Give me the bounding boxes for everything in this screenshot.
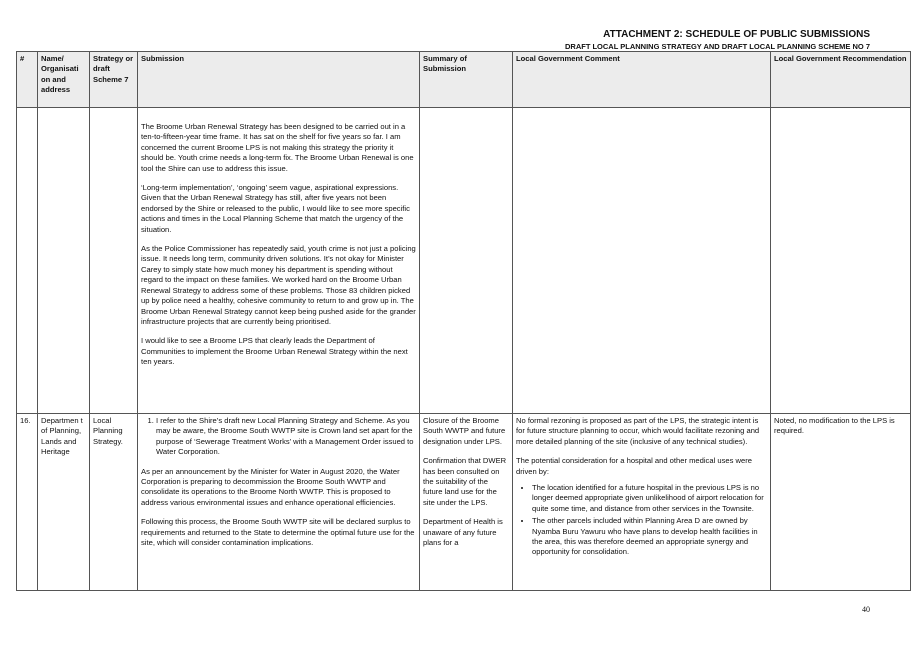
- comment-bullet-item: • The other parcels included within Planning Area D are owned by Nyamba Buru Yawuru who have plans to develop health facilities in the area, this was therefore deemed an appropriate synergy and opportunity for consolidation.: [532, 516, 767, 558]
- col-header-name: Name/ Organisati on and address: [38, 52, 90, 108]
- col-header-num: #: [17, 52, 38, 108]
- summary-paragraph: Closure of the Broome South WWTP and future designation under LPS.: [423, 416, 506, 446]
- comment-bullet-item: • The location identified for a future hospital in the previous LPS is no longer deemed appropriate given unlikelihood of airport relocation for quite some time, and distance from other services in the Townsite.: [532, 483, 767, 514]
- submission-paragraph: As per an announcement by the Minister for Water in August 2020, the Water Corporation is preparing to decommission the Broome South WWTP and consolidate its operations to the Broome North WWTP. This is proposed to address various environmental issues and enhance operational efficiencies.: [141, 466, 400, 507]
- submission-paragraph: Following this process, the Broome South WWTP site will be declared surplus to requirements and returned to the State to determine the optimal future use for the site, which will consider contamination implications.: [141, 517, 415, 548]
- cell-recommendation-empty: [771, 108, 911, 414]
- submission-paragraph: ‘Long-term implementation’, ‘ongoing’ seem vague, aspirational expressions. Given that the Urban Renewal Strategy has still, after five years not been endorsed by the Shire or released to the public, I would like to see more specific actions and times in the Local Planning Scheme that match the urgency of the situation.: [141, 183, 410, 234]
- cell-strategy: Local Planning Strategy.: [90, 414, 138, 591]
- submission-paragraph: I would like to see a Broome LPS that clearly leads the Department of Communities to implement the Broome Urban Renewal Strategy within the next ten years.: [141, 336, 408, 367]
- table-row-continued: [17, 108, 911, 414]
- cell-name-empty: [38, 108, 90, 414]
- document-subtitle: DRAFT LOCAL PLANNING STRATEGY AND DRAFT LOCAL PLANNING SCHEME NO 7: [564, 42, 870, 51]
- cell-recommendation: Noted, no modification to the LPS is required.: [771, 414, 911, 591]
- col-header-strategy: Strategy or draft Scheme 7: [90, 52, 138, 108]
- comment-bullet-list: [516, 483, 767, 558]
- submissions-table: [16, 51, 911, 591]
- col-header-comment: Local Government Comment: [513, 52, 771, 108]
- submission-list: [141, 416, 416, 458]
- document-title: ATTACHMENT 2: SCHEDULE OF PUBLIC SUBMISSIONS: [603, 29, 870, 40]
- summary-paragraph: Confirmation that DWER has been consulted on the suitability of the future land use for the site under the LPS.: [423, 456, 507, 507]
- cell-submission-continued: [138, 108, 420, 414]
- submission-paragraph: As the Police Commissioner has repeatedly said, youth crime is not just a policing issue. It needs long term, community driven solutions. It’s not okay for Minister Carey to simply state how much money his department is spending without regard to the impact on these families. We worked hard on the Broome Urban Renewal Strategy to address some of these problems. Those 83 children picked up by police need a healthy, cohesive community to return to and grow up in. The Broome Urban Renewal Strategy cannot keep being pushed aside for the grander infrastructure projects that are currently being prioritised.: [141, 244, 416, 326]
- cell-summary: [420, 414, 513, 591]
- page-number: 40: [862, 605, 870, 614]
- col-header-recommendation: Local Government Recommendation: [771, 52, 911, 108]
- table-row-16: [17, 414, 911, 591]
- comment-paragraph: The potential consideration for a hospital and other medical uses were driven by:: [516, 456, 752, 476]
- cell-comment-empty: [513, 108, 771, 414]
- cell-comment: [513, 414, 771, 591]
- cell-name: Departmen t of Planning, Lands and Heritage: [38, 414, 90, 591]
- comment-paragraph: No formal rezoning is proposed as part of the LPS, the strategic intent is for future structure planning to occur, which would facilitate rezoning and more detailed planning of the site (inclusive of any technical studies).: [516, 416, 760, 446]
- col-header-submission: Submission: [138, 52, 420, 108]
- table-header-row: [17, 52, 911, 108]
- submission-list-item: 1. I refer to the Shire’s draft new Local Planning Strategy and Scheme. As you may be aware, the Broome South WWTP site is Crown land set apart for the purpose of ‘Sewerage Treatment Works’ with a Management Order issued to Water Corporation.: [156, 416, 416, 458]
- cell-num: 16.: [17, 414, 38, 591]
- cell-num-empty: [17, 108, 38, 414]
- cell-submission: [138, 414, 420, 591]
- summary-paragraph: Department of Health is unaware of any future plans for a: [423, 517, 503, 548]
- col-header-summary: Summary of Submission: [420, 52, 513, 108]
- cell-strategy-empty: [90, 108, 138, 414]
- submission-paragraph: The Broome Urban Renewal Strategy has been designed to be carried out in a ten-to-fifteen-year time frame. It has sat on the shelf for five years so far. I am concerned the current Broome LPS is not making this strategy the priority it should be. Youth crime needs a long-term fix. The Broome Urban Renewal is one tool the Shire can use to address this issue.: [141, 122, 414, 173]
- cell-summary-empty: [420, 108, 513, 414]
